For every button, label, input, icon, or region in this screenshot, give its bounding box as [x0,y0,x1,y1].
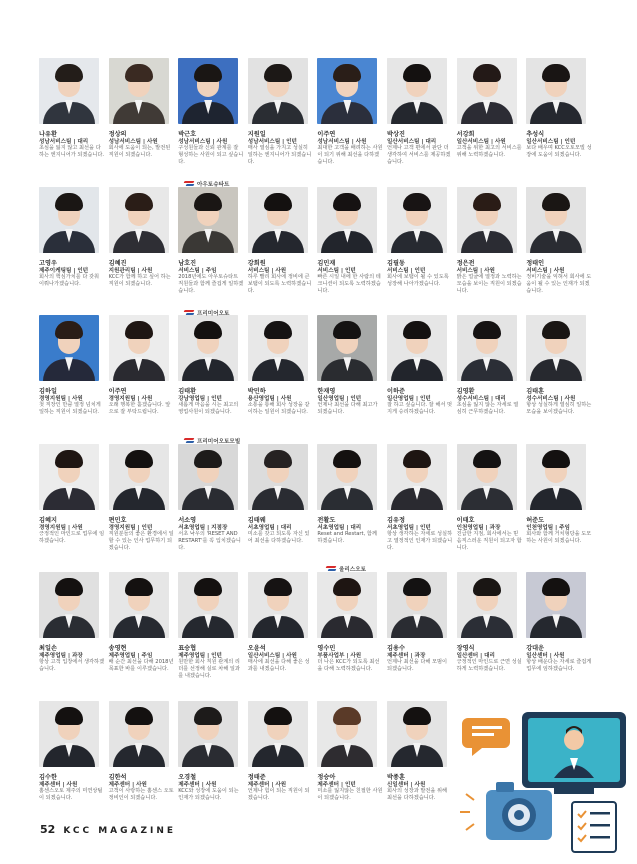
employee-card [524,58,592,180]
employee-card [315,701,383,823]
employee-card [315,444,383,566]
employee-photo [457,444,517,510]
employee-message: 회사의 성장과 발전을 위해 최선을 다하겠습니다. [387,788,448,801]
employee-department: 성남서비스팀 | 대리 [39,139,89,145]
employee-photo [109,572,169,638]
employee-department: 일산센터 | 사원 [526,653,565,660]
employee-card [107,444,175,566]
employee-name: 정태인 [526,259,545,267]
employee-message: 구성원들과 신뢰 관계를 잘 형성하는 사원이 되고 싶습니다. [178,145,244,165]
employee-photo [109,701,169,767]
employee-name: 김태훈 [526,388,545,396]
employee-photo [457,572,517,638]
employee-name: 추성식 [526,131,545,138]
employee-card [455,315,523,437]
employee-card [37,58,105,180]
employee-name: 김한석 [108,774,127,781]
employee-name: 박근호 [178,131,197,138]
employee-card [176,187,244,309]
camera-icon [460,782,552,840]
employee-department: 용산영업팀 | 사원 [247,396,292,403]
employee-photo [526,187,586,253]
employee-card [107,315,175,437]
employee-department: 서초영업팀 | 지점장 [178,524,228,531]
chat-bubble-icon [462,718,510,756]
company-logo-mark [184,310,194,315]
employee-name: 서소영 [178,516,197,524]
employee-photo [39,444,99,510]
page-number: 52 [40,823,56,836]
employee-department: 서초영업팀 | 대리 [247,524,292,531]
employee-message: 언제나 최선을 다해 모범이 되겠습니다. [387,659,448,673]
company-banner-label: 아우토슈타트 [197,181,230,188]
employee-photo [248,58,308,124]
employee-message: 회사의 핵심가치를 다 갖춰 이뤄나가겠습니다. [39,273,100,287]
employee-message: 정비기술을 익혀서 회사에 도움이 될 수 있는 인재가 되겠습니다. [526,273,592,294]
employee-message: 직원분들의 좋은 환경에서 일할 수 있는 인사 업무하기 되겠습니다. [108,530,174,551]
employee-name: 나유환 [39,131,57,138]
employee-department: 서비스팀 | 주임 [178,267,217,274]
employee-card [246,444,314,566]
employee-department: 성남서비스팀 | 인턴 [247,139,297,145]
employee-department: 제주영업팀 | 인턴 [178,653,222,660]
employee-name: 한재영 [317,388,336,396]
employee-message: 항상 배운다는 자세로 즐겁게 업무에 임하겠습니다. [526,659,592,673]
employee-message: Reset and Restart, 함께 하겠습니다. [317,530,377,544]
employee-name: 김수한 [39,774,57,781]
employee-department: 서비스팀 | 사원 [456,267,495,274]
employee-name: 김혜진 [108,259,127,267]
company-banner-autostadt [184,179,229,188]
employee-message: KCC가 함께 하고 싶어 하는 직원이 되겠습니다. [108,273,171,287]
company-banner-label: 울리스오토 [339,566,367,573]
employee-photo [39,572,99,638]
employee-photo [39,187,99,253]
employee-name: 영수민 [317,645,336,653]
employee-name: 편민호 [108,516,127,524]
employee-card [385,701,453,823]
employee-photo [178,572,238,638]
employee-department: 서초영업팀 | 대리 [317,524,362,531]
employee-department: 신일센터 | 사원 [387,782,426,788]
employee-name: 김하일 [39,388,57,396]
employee-department: 서비스팀 | 인턴 [317,267,356,274]
employee-name: 정상의 [108,131,127,138]
employee-card [176,315,244,437]
employee-message: 원만한 회사 직원 관계의 리더를 선정해 실로 차해 일과를 내겠습니다. [178,659,240,680]
employee-name: 표승협 [178,645,197,653]
employee-photo [317,444,377,510]
employee-message: 빠른 시일 내에 한 사람의 테크니션이 되도록 노력하겠습니다. [317,273,381,294]
employee-photo [248,187,308,253]
employee-name: 장영식 [456,645,475,653]
employee-card [315,187,383,309]
employee-photo [109,187,169,253]
employee-name: 박종훈 [387,774,405,781]
employee-department: 일산서비스팀 | 사원 [456,139,506,145]
employee-name: 이태호 [456,516,475,524]
employee-name: 강대운 [526,645,545,653]
employee-card [315,315,383,437]
employee-card [246,701,314,823]
employee-name: 김유정 [387,516,405,524]
employee-card [107,701,175,823]
employee-card [107,187,175,309]
employee-photo [457,58,517,124]
employee-card [246,58,314,180]
employee-photo [526,444,586,510]
employee-department: 부품사업부 | 사원 [317,653,362,660]
company-banner-label: 프리미어오토모빌 [197,438,241,445]
employee-photo [39,315,99,381]
employee-name: 송영현 [108,645,127,653]
employee-message: 첫 직장인 만큼 열정 넘치게 일하는 직원이 되겠습니다. [39,402,101,416]
employee-card [385,572,453,694]
employee-photo [248,315,308,381]
employee-card [385,444,453,566]
employee-photo [317,58,377,124]
employee-photo [317,315,377,381]
employee-card [246,187,314,309]
employee-message: 홈센스오토 제주의 미연상틸이 되겠습니다. [39,788,103,801]
employee-card [524,315,592,437]
employee-department: 일산서비스팀 | 대리 [387,139,437,145]
employee-photo [178,444,238,510]
employee-photo [109,315,169,381]
employee-message: 언제나 힘이 되는 직원이 되겠습니다. [247,788,310,801]
employee-department: 일산센터 | 대리 [456,653,495,660]
employee-card [315,58,383,180]
employee-message: KCC와 성장에 도움이 되는 인재가 되겠습니다. [178,788,239,801]
employee-department: 제주센터 | 사원 [39,782,78,788]
employee-name: 김영환 [456,388,475,396]
employee-card [246,572,314,694]
company-banner-ulis-auto [326,564,366,573]
employee-name: 정은전 [456,259,475,267]
employee-photo [248,701,308,767]
employee-message: 항상 성실하게 열심히 일하는 모습을 보이겠습니다. [526,402,592,416]
employee-message: 초심을 잃지 않는 자세로 열심히 근무하겠습니다. [456,402,519,416]
employee-card [37,187,105,309]
checklist-icon [572,802,616,852]
decorative-illustration [456,708,632,854]
employee-department: 제주센터 | 인턴 [317,782,356,788]
employee-card [176,58,244,180]
employee-photo [248,572,308,638]
employee-department: 서비스팀 | 사원 [247,267,287,274]
employee-name: 허준도 [526,516,545,524]
employee-message: 고객을 위한 최고의 서비스를 위해 노력하겠습니다. [456,145,522,158]
employee-name: 서강희 [456,131,475,138]
page-footer [40,823,176,837]
employee-card [455,58,523,180]
employee-department: 성남서비스팀 | 사원 [317,139,367,145]
employee-photo [526,58,586,124]
employee-name: 강희원 [247,259,266,267]
employee-message: 긍정적인 마인드로 근면 성실하게 노력하겠습니다. [456,659,522,673]
employee-message: 항상 고객 입장에서 생각하겠습니다. [39,659,105,673]
employee-photo [317,701,377,767]
employee-message: 오래 행복한 홀겠습니다. 앞으로 잘 부탁드립니다. [108,402,171,416]
employee-department: 성남서비스팀 | 사원 [178,139,228,145]
employee-card [37,315,105,437]
employee-name: 김태환 [178,388,197,396]
company-logo-mark [184,181,194,186]
employee-name: 박상진 [387,131,405,138]
employee-photo [457,315,517,381]
employee-message: 소통을 통해 회사 성장을 같이하는 일원이 되겠습니다. [247,402,310,416]
employee-name: 오경철 [178,774,197,781]
employee-photo [526,572,586,638]
employee-message: 잘 하고 싶습니다. 잘 해서 멋지게 승리하겠습니다. [387,402,453,416]
employee-card [385,315,453,437]
employee-message: 서초 낙우의 'RESET AND RESTART'를 꼭 입치겠습니다. [178,530,241,551]
employee-department: 제주영업팀 | 주임 [108,653,153,660]
employee-card [455,187,523,309]
employee-message: 배 순간 최선을 다해 2018년 목표한 바를 이루겠습니다. [108,659,174,673]
employee-card [315,572,383,694]
employee-department: 제주센터 | 사원 [108,782,147,788]
employee-department: 성남서비스팀 | 사원 [108,139,158,145]
employee-name: 김혜지 [39,516,57,524]
employee-name: 고영우 [39,259,57,267]
employee-name: 이주연 [317,131,336,138]
employee-name: 정승아 [317,774,336,781]
employee-photo [248,444,308,510]
employee-message: 미소를 갖고 되도록 자신 있어 최선을 다하겠습니다. [247,530,310,544]
employee-department: 제주센터 | 사원 [247,782,287,788]
employee-department: 경영지원팀 | 인턴 [108,524,153,531]
employee-card [455,444,523,566]
employee-department: 제주영업팀 | 과장 [39,653,83,660]
company-logo-mark [326,566,336,571]
employee-card [37,701,105,823]
employee-card [246,315,314,437]
employee-photo [178,58,238,124]
employee-photo [39,701,99,767]
company-banner-label: 프리미어오토 [197,310,230,317]
employee-photo [178,187,238,253]
employee-message: 매사에 최선을 다해 좋은 성과를 내겠습니다. [247,659,310,673]
employee-message: 보다 배우며 KCC오토모빌 성장에 도움이 되겠습니다. [526,145,592,158]
employee-name: 김태웨 [247,516,266,524]
employee-message: 언제나 최선을 다해 최고가 되겠습니다. [317,402,378,416]
employee-name: 전활도 [317,516,336,524]
employee-photo [526,315,586,381]
employee-photo [387,444,447,510]
employee-card [37,444,105,566]
employee-department: 지원관리팀 | 사원 [108,267,153,274]
employee-message: 매사 열심을 가지고 성실히 일하는 엔지니어가 되겠습니다. [247,145,312,165]
monitor-icon [522,712,626,794]
employee-card [524,572,592,694]
employee-message: 진급한 지점, 회사에서는 믿음직스러운 직원이 되고자 합니다. [456,530,522,551]
employee-photo [387,701,447,767]
employee-department: 경영지원팀 | 사원 [39,524,83,531]
employee-photo [387,58,447,124]
employee-message: 긍정적인 마인드로 업무에 임하겠습니다. [39,530,105,544]
employee-name: 오윤석 [247,645,266,653]
employee-message: 최대한 고객을 배려하는 사원이 되기 위해 최선을 다하겠습니다. [317,145,383,165]
employee-photo [109,444,169,510]
employee-photo [178,315,238,381]
employee-photo [387,572,447,638]
employee-card [107,572,175,694]
employee-card [524,444,592,566]
employee-department: 일산영업팀 | 인턴 [387,396,431,403]
company-banner-premier-automobile [184,436,240,445]
employee-photo [457,187,517,253]
employee-department: 제주이케팅팀 | 인턴 [39,267,89,274]
employee-department: 인천영업팀 | 주임 [526,524,570,531]
employee-name: 남호진 [178,259,197,267]
employee-photo [317,572,377,638]
employee-department: 서초영업팀 | 인턴 [387,524,431,531]
employee-message: 고객이 사랑하는 홈센스 오토 정비인이 되겠습니다. [108,788,174,801]
employee-card [524,187,592,309]
employee-name: 정태준 [247,774,266,781]
employee-message: 회사와 함께 거치형당을 도모하는 사원이 되겠습니다. [526,530,592,544]
employee-photo [109,58,169,124]
employee-message: 미소를 잃지않는 친절한 사원이 되겠습니다. [317,788,383,801]
employee-department: 인천영업팀 | 과장 [456,524,501,531]
employee-message: 더 나은 KCC가 되도록 최선을 다해 노력하겠습니다. [317,659,380,673]
employee-message: 하루 빨리 회사에 정비에 큰 보탬이 되도록 노력하겠습니다. [247,273,312,294]
company-logo-mark [184,438,194,443]
employee-department: 성수서비스팀 | 대리 [456,396,506,403]
employee-name: 최일손 [39,645,57,653]
employee-department: 제주센터 | 과장 [387,653,426,660]
employee-message: 초심을 잃지 않고 최선을 다하는 엔지니어가 되겠습니다. [39,145,105,158]
employee-department: 경영지원팀 | 사원 [108,396,153,403]
employee-message: 밝은 얼굴에 열정과 노력하는 모습을 보이는 직원이 되겠습니다. [456,273,522,294]
employee-photo [39,58,99,124]
company-banner-premier-auto [184,308,229,317]
employee-department: 일산서비스팀 | 사원 [247,653,297,660]
employee-message: 새롭게 마음을 시는 최고의 영업사원이 되겠습니다. [178,402,239,416]
employee-photo [178,701,238,767]
employee-department: 제주센터 | 사원 [178,782,217,788]
employee-card [385,58,453,180]
employee-department: 일산영업팀 | 인턴 [317,396,362,403]
employee-name: 지원일 [247,131,266,138]
employee-message: 언제나 고객 편에서 판단 더 생각하여 서비스를 제공하겠습니다. [387,145,451,165]
employee-department: 서비스팀 | 인턴 [387,267,426,274]
employee-card [176,572,244,694]
magazine-title: KCC MAGAZINE [63,826,177,836]
employee-card [37,572,105,694]
employee-name: 김민재 [317,259,336,267]
employee-card [176,701,244,823]
employee-card [107,58,175,180]
employee-name: 이주연 [108,388,127,396]
employee-card [385,187,453,309]
employee-department: 경영지원팀 | 사원 [39,396,83,403]
employee-message: 회사에 보탬이 될 수 있도록 성장해 나아가겠습니다. [387,273,449,287]
employee-department: 일산서비스팀 | 인턴 [526,139,576,145]
employee-name: 김필동 [387,259,405,267]
employee-department: 서비스팀 | 사원 [526,267,565,274]
employee-photo [387,187,447,253]
employee-department: 성수서비스팀 | 사원 [526,396,576,403]
employee-department: 강남영업팀 | 인턴 [178,396,222,403]
employee-name: 김용수 [387,645,405,653]
employee-photo [317,187,377,253]
employee-name: 박민하 [247,388,266,396]
employee-card [455,572,523,694]
employee-photo [387,315,447,381]
employee-message: 회사에 도움이 되는, 발전된 직원이 되겠습니다. [108,145,171,158]
employee-card [176,444,244,566]
employee-name: 이하준 [387,388,405,396]
employee-message: 2018년에도 아우토슈타트 직원들과 함께 즐겁게 일하겠습니다. [178,273,244,294]
employee-message: 항상 생각하는 자세로 성실하고 열정적인 인재가 되겠습니다. [387,530,453,551]
